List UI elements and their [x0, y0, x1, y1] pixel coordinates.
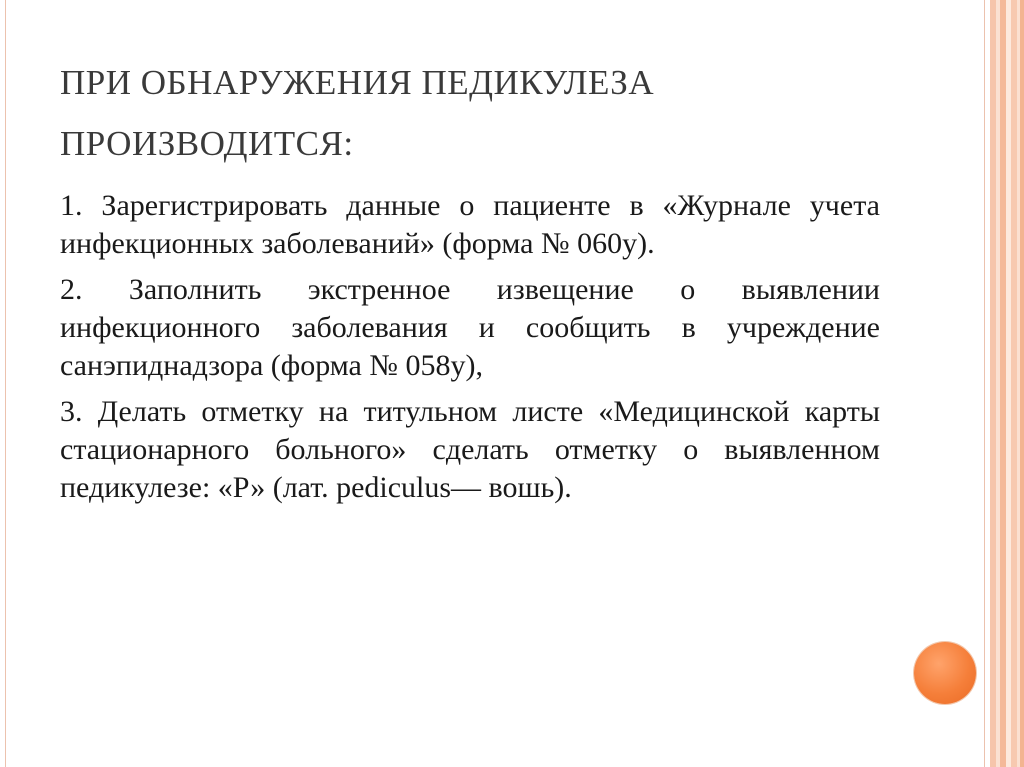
slide-content: [60, 187, 880, 515]
list-item-2: 2. Заполнить экстренное извещение о выявлении инфекционного заболевания и сообщить в учреждение санэпиднадзора (форма № 058у),: [60, 273, 880, 382]
list-item-3: 3. Делать отметку на титульном листе «Медицинской карты стационарного больного» сделать отметку о выявленном педикулезе: «Р» (лат. pediculus— вошь).: [60, 395, 880, 504]
slide-title: ПРИ ОБНАРУЖЕНИЯ ПЕДИКУЛЕЗА ПРОИЗВОДИТСЯ:: [60, 63, 655, 163]
orange-circle-decoration: [914, 642, 976, 704]
list-item-1: 1. Зарегистрировать данные о пациенте в «Журнале учета инфекционных заболеваний» (форма № 060у).: [60, 189, 880, 260]
decorative-stripes: [986, 0, 1024, 767]
